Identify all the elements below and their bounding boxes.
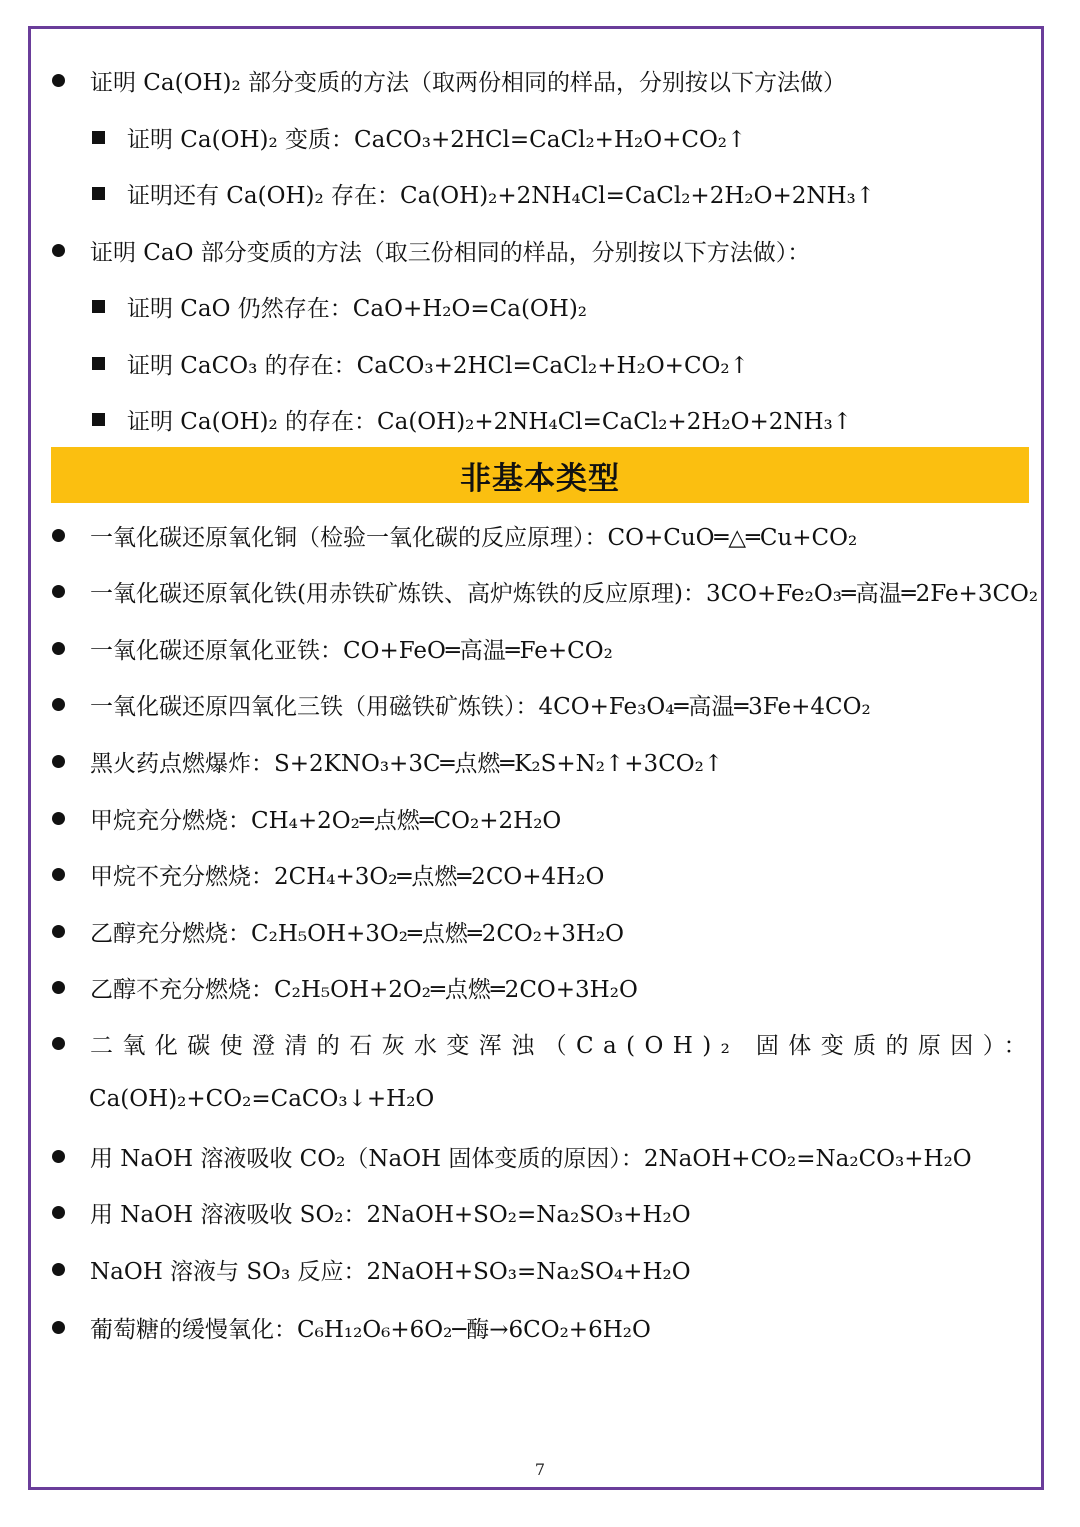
- bullet-icon: [52, 585, 65, 598]
- list-item: NaOH 溶液与 SO₃ 反应：2NaOH+SO₃=Na₂SO₄+H₂O: [52, 1247, 691, 1291]
- square-bullet-icon: [92, 300, 105, 313]
- list-item: 葡萄糖的缓慢氧化：C₆H₁₂O₆+6O₂─酶→6CO₂+6H₂O: [52, 1305, 651, 1349]
- bullet-icon: [52, 74, 65, 87]
- square-bullet-icon: [92, 131, 105, 144]
- section-banner: [51, 447, 1029, 503]
- bullet-icon: [52, 529, 65, 542]
- bullet-icon: [52, 1321, 65, 1334]
- bullet-icon: [52, 925, 65, 938]
- list-item: 一氧化碳还原氧化亚铁：CO+FeO═高温═Fe+CO₂: [52, 626, 613, 670]
- page-number: 7: [534, 1460, 546, 1479]
- bullet-icon: [52, 812, 65, 825]
- list-item: 一氧化碳还原四氧化三铁（用磁铁矿炼铁）：4CO+Fe₃O₄═高温═3Fe+4CO₂: [52, 682, 871, 726]
- bullet-icon: [52, 698, 65, 711]
- list-item: 二氧化碳使澄清的石灰水变浑浊（Ca(OH)₂ 固体变质的原因）：: [52, 1021, 1036, 1065]
- list-item: 证明 Ca(OH)₂ 变质：CaCO₃+2HCl=CaCl₂+H₂O+CO₂↑: [92, 115, 746, 159]
- bullet-icon: [52, 1263, 65, 1276]
- bullet-icon: [52, 244, 65, 257]
- list-item: 黑火药点燃爆炸：S+2KNO₃+3C═点燃═K₂S+N₂↑+3CO₂↑: [52, 739, 723, 783]
- list-item: 证明 Ca(OH)₂ 的存在：Ca(OH)₂+2NH₄Cl=CaCl₂+2H₂O+2NH₃↑: [92, 397, 852, 441]
- list-item: 用 NaOH 溶液吸收 CO₂（NaOH 固体变质的原因）：2NaOH+CO₂=Na₂CO₃+H₂O: [52, 1134, 972, 1178]
- list-item: 乙醇充分燃烧：C₂H₅OH+3O₂═点燃═2CO₂+3H₂O: [52, 909, 624, 953]
- square-bullet-icon: [92, 357, 105, 370]
- list-item: 用 NaOH 溶液吸收 SO₂：2NaOH+SO₂=Na₂SO₃+H₂O: [52, 1190, 691, 1234]
- square-bullet-icon: [92, 413, 105, 426]
- bullet-icon: [52, 642, 65, 655]
- list-item: 一氧化碳还原氧化铜（检验一氧化碳的反应原理）：CO+CuO═△═Cu+CO₂: [52, 513, 857, 557]
- list-item-continuation: Ca(OH)₂+CO₂=CaCO₃↓+H₂O: [89, 1086, 435, 1112]
- section-title: 非基本类型: [460, 460, 620, 497]
- list-item: 乙醇不充分燃烧：C₂H₅OH+2O₂═点燃═2CO+3H₂O: [52, 965, 638, 1009]
- bullet-icon: [52, 1206, 65, 1219]
- bullet-icon: [52, 1150, 65, 1163]
- square-bullet-icon: [92, 187, 105, 200]
- list-item: 证明 CaO 仍然存在：CaO+H₂O=Ca(OH)₂: [92, 284, 587, 328]
- list-item: 证明 Ca(OH)₂ 部分变质的方法（取两份相同的样品，分别按以下方法做）: [52, 58, 846, 102]
- list-item: 甲烷不充分燃烧：2CH₄+3O₂═点燃═2CO+4H₂O: [52, 852, 604, 896]
- list-item: 一氧化碳还原氧化铁(用赤铁矿炼铁、高炉炼铁的反应原理)：3CO+Fe₂O₃═高温═2Fe+3CO₂: [52, 569, 1038, 613]
- list-item: 证明还有 Ca(OH)₂ 存在：Ca(OH)₂+2NH₄Cl=CaCl₂+2H₂O+2NH₃↑: [92, 171, 875, 215]
- bullet-icon: [52, 1037, 65, 1050]
- list-item: 证明 CaO 部分变质的方法（取三份相同的样品，分别按以下方法做）：: [52, 228, 810, 272]
- bullet-icon: [52, 868, 65, 881]
- bullet-icon: [52, 755, 65, 768]
- list-item: 证明 CaCO₃ 的存在：CaCO₃+2HCl=CaCl₂+H₂O+CO₂↑: [92, 341, 749, 385]
- bullet-icon: [52, 981, 65, 994]
- list-item: 甲烷充分燃烧：CH₄+2O₂═点燃═CO₂+2H₂O: [52, 796, 561, 840]
